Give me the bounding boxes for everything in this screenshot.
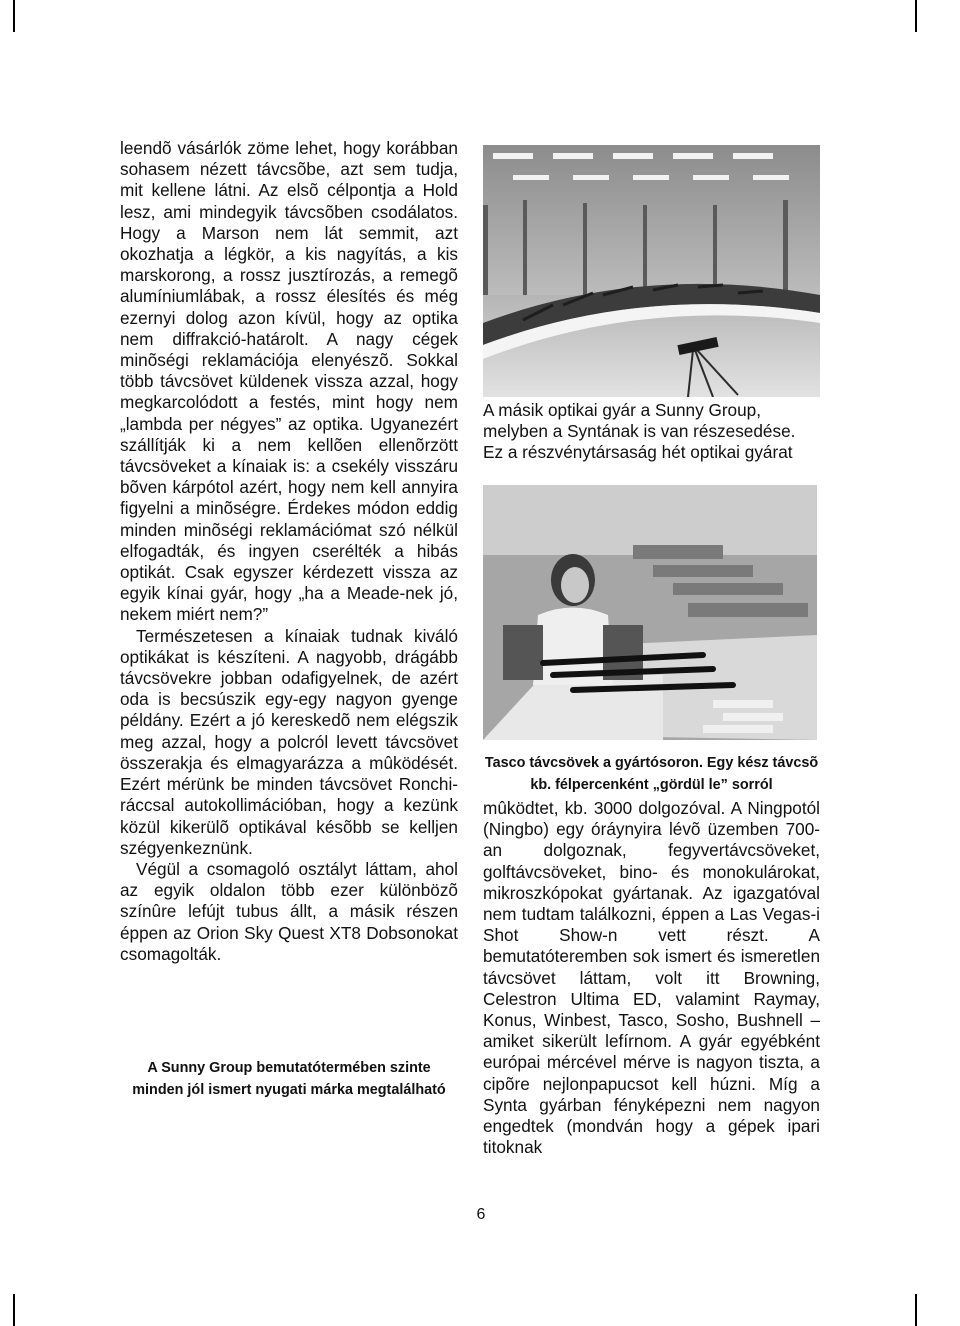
right-intro-text: A másik optikai gyár a Sunny Group, melyben a Syntának is van részesedése. Ez a részvénytársaság hét optikai gyárat — [483, 400, 796, 463]
crop-mark-top-right — [915, 0, 917, 32]
photo-caption-factory: Tasco távcsövek a gyártósoron. Egy kész távcsõ kb. félpercenként „gördül le” sorról — [484, 755, 819, 793]
page-number: 6 — [476, 1206, 486, 1223]
showroom-photo — [483, 145, 820, 397]
crop-mark-bottom-left — [13, 1294, 15, 1326]
crop-mark-top-left — [13, 0, 15, 32]
paragraph: Végül a csomagoló osztályt láttam, ahol az egyik oldalon több ezer különbözõ színûre lefújt tubus állt, a másik részen éppen az Orion Sky Quest XT8 Dobsonokat csomagolták. — [120, 858, 458, 964]
factory-photo — [483, 485, 817, 740]
right-text-column — [483, 798, 820, 1158]
paragraph: mûködtet, kb. 3000 dolgozóval. A Ningpotól (Ningbo) egy óráynyira lévõ üzemben 700-an dolgoznak, fegyvertávcsöveket, golftávcsöveket, bino- és monokulárokat, mikroszkópokat gyártanak. Az igazgatóval nem tudtam találkozni, éppen a Las Vegas-i Shot Show-n vett részt. A bemutatóteremben sok ismert és ismeretlen távcsövet láttam, volt itt Browning, Celestron Ultima ED, valamint Raymay, Konus, Winbest, Tasco, Sosho, Bushnell – amiket sikerült lefírnom. A gyár egyébként európai mércével mérve is nagyon tiszta, a cipõre nejlonpapucsot kell húzni. Míg a Synta gyárban fényképezni nem nagyon engedtek (mondván hogy a gépek ipari titoknak — [483, 798, 820, 1158]
paragraph: Természetesen a kínaiak tudnak kiváló optikákat is készíteni. A nagyobb, drágább távcsövekre jobban odafigyelnek, de azért oda is becsúszik egy-egy nagyon gyenge példány. Ezért a jó kereskedõ nem elégszik meg azzal, hogy a polcról levett távcsövet összerakja és elmagyarázza a mûködését. Ezért mérünk be minden távcsövet Ronchi-ráccsal autokollimációban, hogy a kezünk közül kikerülõ optikával késõbb se kelljen szégyenkeznünk. — [120, 625, 458, 858]
left-text-column — [120, 138, 458, 965]
crop-mark-bottom-right — [915, 1294, 917, 1326]
paragraph: leendõ vásárlók zöme lehet, hogy korábban sohasem nézett távcsõbe, azt sem tudja, mit kellene látni. Az elsõ célpontja a Hold lesz, ami mindegyik távcsõben csodálatos. Hogy a Marson nem lát semmit, azt okozhatja a légkör, a kis nagyítás, a kis marskorong, a rossz jusztírozás, a remegõ alumíniumlábak, a rossz élesítés és még ezernyi dolog azon kívül, hogy az optika nem diffrakció-határolt. A nagy cégek minõségi reklamációja elenyészõ. Sokkal több távcsövet küldenek vissza azzal, hogy megkarcolódott a festés, mint hogy nem „lambda per négyes” az optika. Ugyanezért szállítják ki a nem kellõen ellenõrzött távcsöveket a kínaiak is: a csekély visszáru bõven kárpótol azért, hogy nem kell annyira figyelni a minõségre. Érdekes módon eddig minden minõségi reklamációmat szó nélkül elfogadták, és ingyen cserélték a hibás optikát. Csak egyszer kérdezett vissza az egyik kínai gyár, hogy „ha a Meade-nek jó, nekem miért nem?” — [120, 138, 458, 625]
photo-caption-showroom: A Sunny Group bemutatótermében szinte minden jól ismert nyugati márka megtalálható — [132, 1060, 446, 1098]
showroom-photo-image — [483, 145, 820, 397]
factory-photo-image — [483, 485, 817, 740]
